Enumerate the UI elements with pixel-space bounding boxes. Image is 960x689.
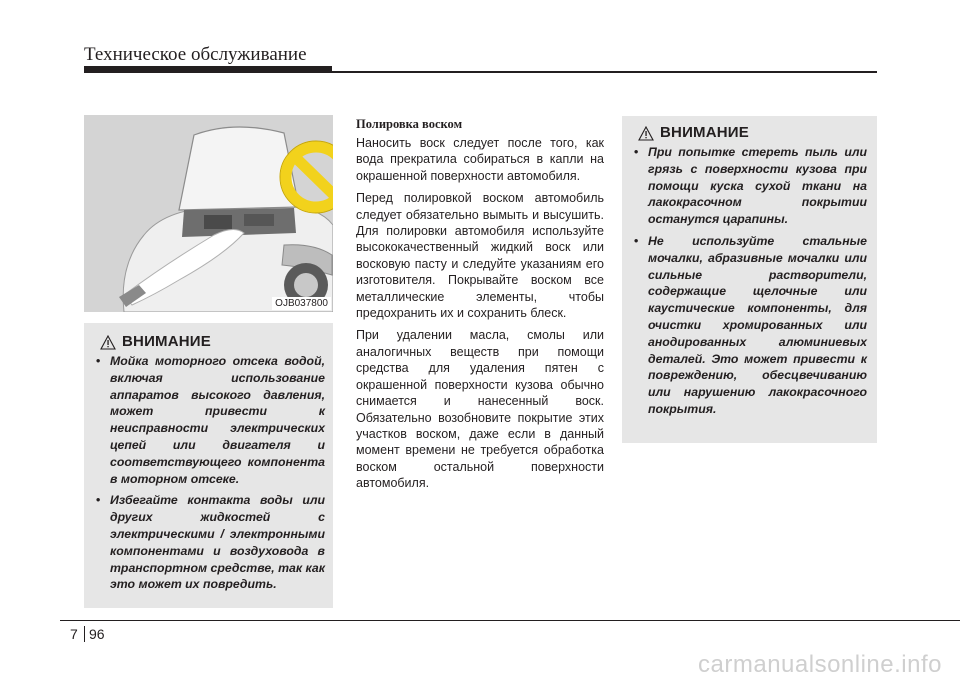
warning-header bbox=[100, 333, 325, 350]
warning-triangle-icon bbox=[100, 335, 116, 350]
paragraph: При удалении масла, смолы или аналогичных веществ при помощи средства для удаления пятен с окрашенной поверхности кузова обычно снимается и нанесенный воск. Обязательно возобновите покрытие этих участков воском, даже если в данный момент времени не требуется обработка воском остальной поверхности автомобиля. bbox=[356, 328, 604, 491]
warning-header bbox=[638, 124, 867, 141]
warning-list bbox=[94, 353, 325, 593]
main-column bbox=[356, 117, 604, 498]
warning-item: • Не используйте стальные мочалки, абразивные мочалки или сильные растворители, содержащие щелочные или каустические компоненты, для очистки хромированных или анодированных алюминиевых деталей. Это может привести к повреждению, обесцвечиванию или нарушению лакокрасочного покрытия. bbox=[632, 233, 867, 418]
footer-chapter-number: 7 bbox=[70, 626, 78, 642]
warning-item: • Избегайте контакта воды или других жидкостей с электрическими / электронными компонентами и воздуховода в транспортном средстве, так как это может их повредить. bbox=[94, 492, 325, 593]
warning-box-left bbox=[84, 323, 333, 608]
warning-box-right bbox=[622, 116, 877, 443]
engine-wash-photo bbox=[84, 115, 333, 312]
watermark-text: carmanualsonline.info bbox=[698, 651, 942, 678]
header-bar-thin bbox=[332, 71, 877, 73]
warning-title: ВНИМАНИЕ bbox=[122, 333, 211, 350]
paragraph: Перед полировкой воском автомобиль следует обязательно вымыть и высушить. Для полировки автомобиля используйте высококачественный жидкий воск или восковую пасту и следуйте указаниям его изготовителя. Покрывайте воском все металлические элементы, чтобы предохранить их и сохранить блеск. bbox=[356, 191, 604, 321]
warning-list bbox=[632, 144, 867, 418]
section-title: Полировка воском bbox=[356, 117, 463, 131]
page-header-title: Техническое обслуживание bbox=[84, 44, 307, 65]
warning-item: • Мойка моторного отсека водой, включая использование аппаратов высокого давления, может привести к неисправности электрических цепей или двигателя и соответствующего компонента в моторном отсеке. bbox=[94, 353, 325, 487]
photo-code-label: OJB037800 bbox=[272, 297, 331, 310]
warning-triangle-icon bbox=[638, 126, 654, 141]
warning-title: ВНИМАНИЕ bbox=[660, 124, 749, 141]
header-bar-thick bbox=[84, 66, 332, 73]
no-pressure-wash-engine-illustration bbox=[84, 115, 333, 312]
footer-page-number: 96 bbox=[89, 626, 105, 642]
paragraph: Наносить воск следует после того, как вода прекратила собираться в капли на окрашенной поверхности автомобиля. bbox=[356, 136, 604, 183]
footer-separator bbox=[84, 626, 85, 642]
warning-item: • При попытке стереть пыль или грязь с поверхности кузова при помощи куска сухой ткани на лакокрасочном покрытии останутся царапины. bbox=[632, 144, 867, 228]
footer-rule bbox=[60, 620, 960, 621]
